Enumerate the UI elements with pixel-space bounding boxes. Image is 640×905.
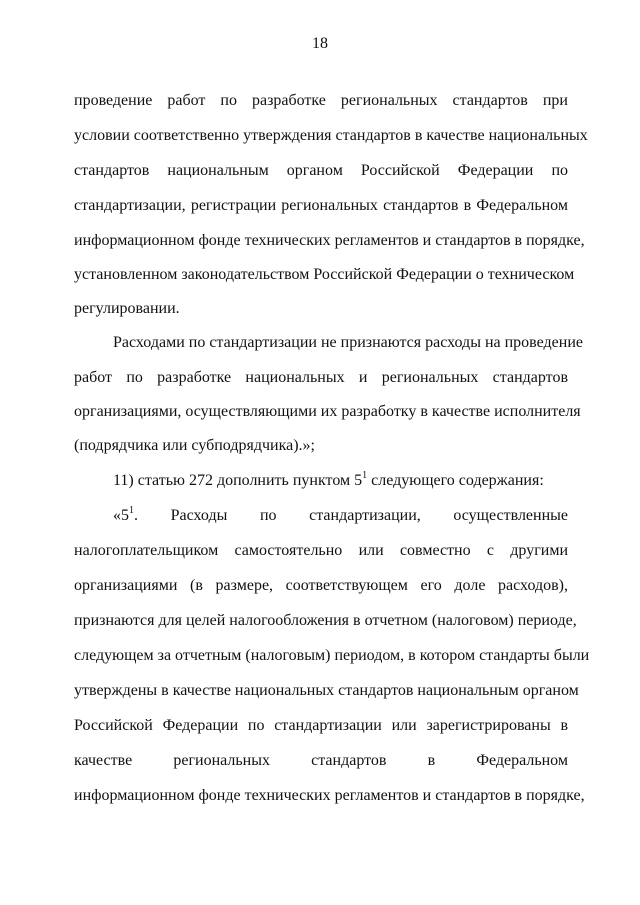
text-line: стандартов национальным органом Российской Федерации по [74,162,568,179]
text-line: организациями, осуществляющими их разработку в качестве исполнителя [74,403,581,420]
point-text-after-sup: . Расходы по стандартизации, осуществленные [134,507,568,524]
text-line: следующем за отчетным (налоговым) периодом, в котором стандарты были [74,647,590,664]
text-line: условии соответственно утверждения стандартов в качестве национальных [74,127,588,144]
text-line: налогоплательщиком самостоятельно или совместно с другими [74,542,568,559]
text-line: (подрядчика или субподрядчика).»; [74,437,315,454]
text-line: установленном законодательством Российской Федерации о техническом [74,266,575,283]
text-line: информационном фонде технических регламентов и стандартов в порядке, [74,787,585,804]
text-line: проведение работ по разработке региональных стандартов при [74,92,568,109]
text-line: стандартизации, регистрации региональных стандартов в Федеральном [74,197,568,214]
superscript-number: 1 [362,469,368,481]
text-line: качестве региональных стандартов в Федеральном [74,752,568,769]
new-point-first-line [113,505,568,527]
text-line: утверждены в качестве национальных стандартов национальным органом [74,682,579,699]
text-line: признаются для целей налогообложения в отчетном (налоговом) периоде, [74,612,577,629]
text-line: организациями (в размере, соответствующем его доле расходов), [74,577,568,594]
amendment-text-before-sup: 11) статью 272 дополнить пунктом 5 [113,472,363,489]
text-line: Расходами по стандартизации не признаются расходы на проведение [113,334,583,351]
text-line: Российской Федерации по стандартизации или зарегистрированы в [74,717,568,734]
superscript-number: 1 [129,504,134,516]
text-line: информационном фонде технических регламентов и стандартов в порядке, [74,232,585,249]
point-number-prefix: «5 [113,507,129,524]
text-line: регулировании. [74,300,180,317]
text-line: работ по разработке национальных и региональных стандартов [74,369,568,386]
page-number: 18 [312,35,328,52]
amendment-item-11 [113,470,568,492]
amendment-text-after-sup: следующего содержания: [367,472,544,489]
